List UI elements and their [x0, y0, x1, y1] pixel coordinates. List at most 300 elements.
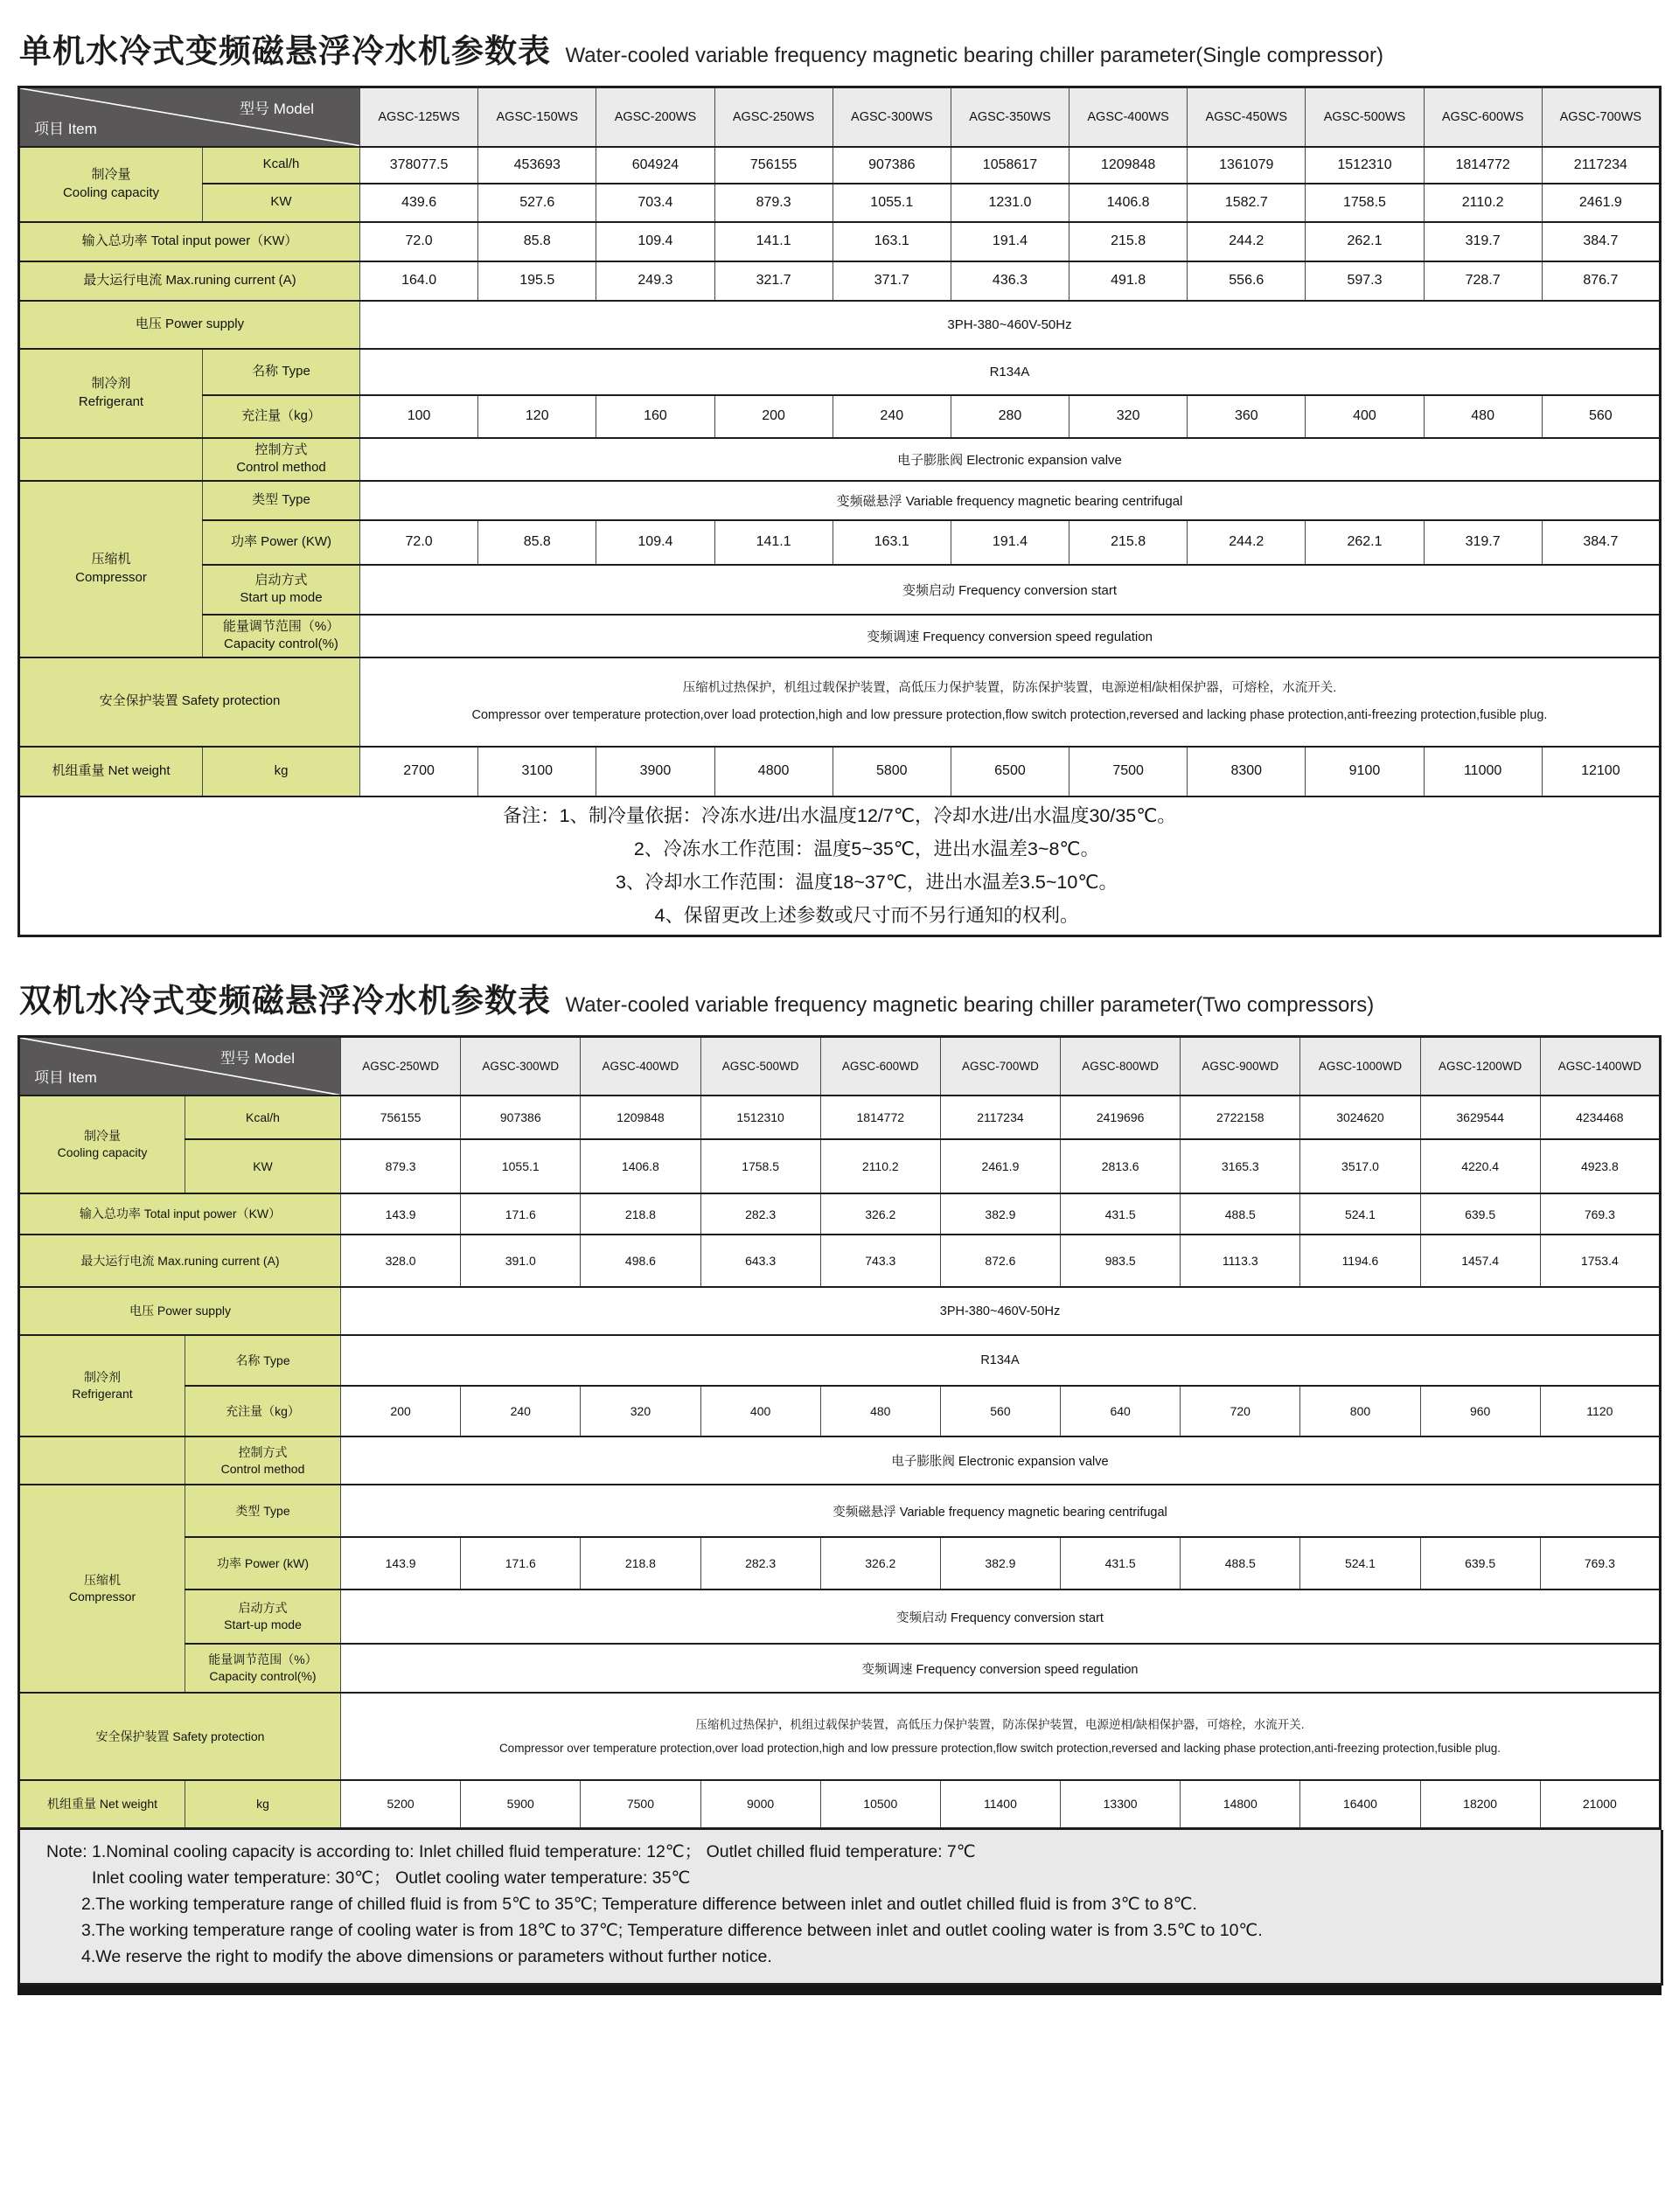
max-current-label: 最大运行电流 Max.runing current (A) — [19, 261, 360, 301]
value-cell: 382.9 — [940, 1193, 1060, 1235]
value-cell: 640 — [1061, 1386, 1181, 1436]
value-cell: 876.7 — [1542, 261, 1660, 301]
value-cell: 1582.7 — [1188, 184, 1306, 222]
value-cell: 1055.1 — [833, 184, 951, 222]
value-cell: 488.5 — [1181, 1537, 1300, 1589]
value-cell: 800 — [1300, 1386, 1420, 1436]
value-cell: 560 — [1542, 395, 1660, 438]
table1-compressor-type-row — [19, 481, 1661, 520]
value-cell: 1814772 — [1424, 147, 1542, 184]
table2-startup-row — [19, 1589, 1661, 1644]
value-cell: 872.6 — [940, 1235, 1060, 1287]
table1-input-power-row — [19, 222, 1661, 261]
value-cell: 100 — [360, 395, 478, 438]
cooling-capacity-label — [19, 147, 203, 222]
startup-mode-label-zh: 启动方式 — [238, 1601, 288, 1616]
value-cell: 756155 — [341, 1096, 461, 1139]
refrigerant-label-en: Refrigerant — [72, 1387, 133, 1402]
startup-mode-label-en: Start-up mode — [224, 1617, 302, 1632]
value-cell: 4800 — [714, 747, 833, 796]
value-cell: 498.6 — [581, 1235, 700, 1287]
value-cell: 720 — [1181, 1386, 1300, 1436]
compressor-label — [19, 1485, 185, 1693]
table1-control-method-row — [19, 438, 1661, 481]
table1-max-current-row — [19, 261, 1661, 301]
value-cell: 85.8 — [478, 520, 596, 565]
kcal-label: Kcal/h — [203, 147, 360, 184]
bottom-note-line: Inlet cooling water temperature: 30℃； Outlet cooling water temperature: 35℃ — [92, 1868, 691, 1888]
kcal-label: Kcal/h — [185, 1096, 341, 1139]
capacity-control-label-zh: 能量调节范围（%） — [222, 618, 340, 634]
safety-protection-en: Compressor over temperature protection,over load protection,high and low pressure protection,flow switch protection,reversed and lacking phase protection,anti-freezing protection,fusible plug. — [498, 1742, 1501, 1756]
value-cell: 3100 — [478, 747, 596, 796]
max-current-label: 最大运行电流 Max.runing current (A) — [19, 1235, 341, 1287]
table1-compressor-power-row — [19, 520, 1661, 565]
value-cell: 431.5 — [1061, 1193, 1181, 1235]
refrigerant-type-label: 名称 Type — [185, 1335, 341, 1386]
table1-net-weight-row — [19, 747, 1661, 796]
value-cell: 488.5 — [1181, 1193, 1300, 1235]
capacity-control-label — [203, 615, 360, 657]
startup-mode-label — [185, 1589, 341, 1644]
control-method-label — [185, 1436, 341, 1485]
value-cell: 879.3 — [714, 184, 833, 222]
value-cell: 2461.9 — [940, 1139, 1060, 1193]
bottom-notes — [17, 1830, 1663, 1986]
value-cell: 262.1 — [1306, 520, 1424, 565]
capacity-control-value: 变频调速 Frequency conversion speed regulation — [341, 1644, 1661, 1693]
value-cell: 262.1 — [1306, 222, 1424, 261]
compressor-power-label: 功率 Power (KW) — [203, 520, 360, 565]
value-cell: 453693 — [478, 147, 596, 184]
value-cell: 240 — [461, 1386, 581, 1436]
table2-control-method-row — [19, 1436, 1661, 1485]
control-method-label-en: Control method — [236, 460, 326, 475]
charge-label: 充注量（kg） — [203, 395, 360, 438]
value-cell: 141.1 — [714, 520, 833, 565]
kw-label: KW — [203, 184, 360, 222]
table1-title-en: Water-cooled variable frequency magnetic bearing chiller parameter(Single compressor) — [565, 44, 1383, 67]
value-cell: 2722158 — [1181, 1096, 1300, 1139]
model-header-cell: AGSC-400WS — [1069, 87, 1188, 147]
value-cell: 2110.2 — [1424, 184, 1542, 222]
value-cell: 1055.1 — [461, 1139, 581, 1193]
value-cell: 2813.6 — [1061, 1139, 1181, 1193]
value-cell: 163.1 — [833, 520, 951, 565]
compressor-label-en: Compressor — [68, 1589, 136, 1604]
value-cell: 319.7 — [1424, 520, 1542, 565]
capacity-control-label-en: Capacity control(%) — [209, 1669, 317, 1684]
value-cell: 321.7 — [714, 261, 833, 301]
value-cell: 1457.4 — [1420, 1235, 1540, 1287]
value-cell: 1753.4 — [1540, 1235, 1660, 1287]
value-cell: 215.8 — [1069, 520, 1188, 565]
value-cell: 1120 — [1540, 1386, 1660, 1436]
note-line: 4、保留更改上述参数或尺寸而不另行通知的权利。 — [654, 905, 1079, 927]
table2-title — [19, 974, 1662, 1021]
capacity-control-label-zh: 能量调节范围（%） — [208, 1652, 317, 1667]
refrigerant-label-zh: 制冷剂 — [84, 1370, 121, 1385]
value-cell: 480 — [1424, 395, 1542, 438]
model-header-cell: AGSC-600WS — [1424, 87, 1542, 147]
value-cell: 11400 — [940, 1780, 1060, 1828]
compressor-label — [19, 481, 203, 657]
model-header-cell: AGSC-700WD — [940, 1036, 1060, 1096]
table2-title-en: Water-cooled variable frequency magnetic bearing chiller parameter(Two compressors) — [565, 992, 1375, 1017]
refrigerant-label-en: Refrigerant — [78, 393, 144, 409]
value-cell: 436.3 — [951, 261, 1069, 301]
value-cell: 384.7 — [1542, 222, 1660, 261]
model-header-cell: AGSC-700WS — [1542, 87, 1660, 147]
table2-title-zh: 双机水冷式变频磁悬浮冷水机参数表 — [19, 982, 551, 1019]
value-cell: 14800 — [1181, 1780, 1300, 1828]
table2-net-weight-row — [19, 1780, 1661, 1828]
cooling-capacity-label-zh: 制冷量 — [84, 1129, 121, 1144]
model-header-cell: AGSC-1400WD — [1540, 1036, 1660, 1096]
value-cell: 4220.4 — [1420, 1139, 1540, 1193]
value-cell: 11000 — [1424, 747, 1542, 796]
refrigerant-label — [19, 349, 203, 438]
value-cell: 743.3 — [820, 1235, 940, 1287]
value-cell: 320 — [581, 1386, 700, 1436]
value-cell: 703.4 — [596, 184, 714, 222]
safety-protection-label: 安全保护装置 Safety protection — [19, 1693, 341, 1780]
value-cell: 907386 — [461, 1096, 581, 1139]
refrigerant-type-label: 名称 Type — [203, 349, 360, 395]
value-cell: 244.2 — [1188, 222, 1306, 261]
model-header-cell: AGSC-450WS — [1188, 87, 1306, 147]
refrigerant-label — [19, 1335, 185, 1436]
table1-startup-row — [19, 565, 1661, 615]
single-compressor-table — [17, 86, 1662, 937]
model-header-cell: AGSC-600WD — [820, 1036, 940, 1096]
value-cell: 960 — [1420, 1386, 1540, 1436]
value-cell: 200 — [341, 1386, 461, 1436]
capacity-control-value: 变频调速 Frequency conversion speed regulation — [360, 615, 1661, 657]
value-cell: 2419696 — [1061, 1096, 1181, 1139]
table2-compressor-power-row — [19, 1537, 1661, 1589]
value-cell: 282.3 — [700, 1537, 820, 1589]
value-cell: 2110.2 — [820, 1139, 940, 1193]
compressor-label-zh: 压缩机 — [84, 1573, 121, 1588]
power-supply-value: 3PH-380~460V-50Hz — [341, 1287, 1661, 1335]
value-cell: 1194.6 — [1300, 1235, 1420, 1287]
value-cell: 879.3 — [341, 1139, 461, 1193]
value-cell: 1361079 — [1188, 147, 1306, 184]
startup-mode-value: 变频启动 Frequency conversion start — [360, 565, 1661, 615]
control-method-label — [203, 438, 360, 481]
value-cell: 371.7 — [833, 261, 951, 301]
value-cell: 319.7 — [1424, 222, 1542, 261]
safety-protection-label: 安全保护装置 Safety protection — [19, 657, 360, 747]
value-cell: 400 — [1306, 395, 1424, 438]
value-cell: 604924 — [596, 147, 714, 184]
note-line: 2、冷冻水工作范围：温度5~35℃，进出水温差3~8℃。 — [633, 838, 1100, 859]
bottom-black-bar — [17, 1986, 1662, 1995]
value-cell: 728.7 — [1424, 261, 1542, 301]
compressor-type-label: 类型 Type — [203, 481, 360, 520]
value-cell: 1058617 — [951, 147, 1069, 184]
value-cell: 143.9 — [341, 1193, 461, 1235]
value-cell: 218.8 — [581, 1193, 700, 1235]
value-cell: 16400 — [1300, 1780, 1420, 1828]
model-item-header-cell — [19, 1036, 341, 1096]
cooling-capacity-label-en: Cooling capacity — [57, 1145, 148, 1160]
value-cell: 5800 — [833, 747, 951, 796]
value-cell: 21000 — [1540, 1780, 1660, 1828]
value-cell: 3024620 — [1300, 1096, 1420, 1139]
table1-power-supply-row — [19, 301, 1661, 349]
startup-mode-label-en: Start up mode — [240, 590, 323, 605]
table2-header-row — [19, 1036, 1661, 1096]
value-cell: 1209848 — [581, 1096, 700, 1139]
control-method-label-zh: 控制方式 — [254, 442, 308, 457]
cooling-capacity-label-zh: 制冷量 — [91, 167, 131, 183]
safety-protection-en: Compressor over temperature protection,over load protection,high and low pressure protection,flow switch protection,reversed and lacking phase protection,anti-freezing protection,fusible plug. — [471, 707, 1548, 722]
input-power-label: 输入总功率 Total input power（KW） — [19, 222, 360, 261]
refrigerant-type-value: R134A — [360, 349, 1661, 395]
compressor-label-zh: 压缩机 — [91, 552, 131, 567]
model-header-cell: AGSC-1200WD — [1420, 1036, 1540, 1096]
value-cell: 191.4 — [951, 520, 1069, 565]
capacity-control-label — [185, 1644, 341, 1693]
power-supply-label: 电压 Power supply — [19, 301, 360, 349]
value-cell: 328.0 — [341, 1235, 461, 1287]
control-method-label-en: Control method — [220, 1461, 305, 1476]
table1-kw-row — [19, 184, 1661, 222]
value-cell: 2700 — [360, 747, 478, 796]
value-cell: 2117234 — [1542, 147, 1660, 184]
value-cell: 7500 — [1069, 747, 1188, 796]
value-cell: 1758.5 — [1306, 184, 1424, 222]
value-cell: 907386 — [833, 147, 951, 184]
table1-notes-row — [19, 796, 1661, 936]
value-cell: 382.9 — [940, 1537, 1060, 1589]
value-cell: 163.1 — [833, 222, 951, 261]
model-header-cell: AGSC-1000WD — [1300, 1036, 1420, 1096]
model-header-cell: AGSC-125WS — [360, 87, 478, 147]
value-cell: 597.3 — [1306, 261, 1424, 301]
model-header-cell: AGSC-250WD — [341, 1036, 461, 1096]
value-cell: 3517.0 — [1300, 1139, 1420, 1193]
model-header-cell: AGSC-250WS — [714, 87, 833, 147]
value-cell: 560 — [940, 1386, 1060, 1436]
value-cell: 218.8 — [581, 1537, 700, 1589]
value-cell: 141.1 — [714, 222, 833, 261]
value-cell: 1406.8 — [581, 1139, 700, 1193]
value-cell: 164.0 — [360, 261, 478, 301]
item-header-label: 项目 Item — [34, 120, 97, 137]
input-power-label: 输入总功率 Total input power（KW） — [19, 1193, 341, 1235]
control-method-label-zh: 控制方式 — [238, 1444, 288, 1459]
power-supply-label: 电压 Power supply — [19, 1287, 341, 1335]
value-cell: 527.6 — [478, 184, 596, 222]
value-cell: 5200 — [341, 1780, 461, 1828]
table1-charge-row — [19, 395, 1661, 438]
value-cell: 85.8 — [478, 222, 596, 261]
power-supply-value: 3PH-380~460V-50Hz — [360, 301, 1661, 349]
capacity-control-label-en: Capacity control(%) — [224, 636, 338, 651]
refrigerant-label-zh: 制冷剂 — [91, 376, 131, 392]
value-cell: 171.6 — [461, 1537, 581, 1589]
value-cell: 18200 — [1420, 1780, 1540, 1828]
value-cell: 3165.3 — [1181, 1139, 1300, 1193]
value-cell: 756155 — [714, 147, 833, 184]
value-cell: 524.1 — [1300, 1193, 1420, 1235]
net-weight-label: 机组重量 Net weight — [19, 747, 203, 796]
value-cell: 2117234 — [940, 1096, 1060, 1139]
value-cell: 378077.5 — [360, 147, 478, 184]
startup-mode-label-zh: 启动方式 — [254, 572, 308, 588]
compressor-type-label: 类型 Type — [185, 1485, 341, 1537]
note-line: 备注：1、制冷量依据：冷冻水进/出水温度12/7℃，冷却水进/出水温度30/35℃。 — [503, 804, 1176, 826]
bottom-note-line: Note: 1.Nominal cooling capacity is according to: Inlet chilled fluid temperature: 12℃； Outlet chilled fluid temperature: 7℃ — [46, 1841, 976, 1861]
value-cell: 1512310 — [700, 1096, 820, 1139]
refrigerant-type-value: R134A — [341, 1335, 1661, 1386]
table1-capacity-control-row — [19, 615, 1661, 657]
model-header-label: 型号 Model — [219, 1049, 295, 1067]
table1-kcal-row — [19, 147, 1661, 184]
value-cell: 3900 — [596, 747, 714, 796]
item-header-label: 项目 Item — [34, 1069, 97, 1087]
table1-safety-row — [19, 657, 1661, 747]
model-header-cell: AGSC-300WD — [461, 1036, 581, 1096]
value-cell: 249.3 — [596, 261, 714, 301]
value-cell: 9100 — [1306, 747, 1424, 796]
value-cell: 1406.8 — [1069, 184, 1188, 222]
bottom-note-line: 4.We reserve the right to modify the above dimensions or parameters without further notice. — [81, 1947, 772, 1967]
table1-notes — [19, 796, 1661, 936]
value-cell: 439.6 — [360, 184, 478, 222]
compressor-type-value: 变频磁悬浮 Variable frequency magnetic bearing centrifugal — [360, 481, 1661, 520]
value-cell: 480 — [820, 1386, 940, 1436]
value-cell: 320 — [1069, 395, 1188, 438]
startup-mode-label — [203, 565, 360, 615]
value-cell: 160 — [596, 395, 714, 438]
value-cell: 639.5 — [1420, 1193, 1540, 1235]
safety-protection-zh: 压缩机过热保护，机组过载保护装置，高低压力保护装置，防冻保护装置，电源逆相/缺相保护器，可熔栓，水流开关. — [682, 681, 1337, 696]
value-cell: 109.4 — [596, 520, 714, 565]
value-cell: 4923.8 — [1540, 1139, 1660, 1193]
model-header-cell: AGSC-300WS — [833, 87, 951, 147]
value-cell: 1814772 — [820, 1096, 940, 1139]
compressor-power-label: 功率 Power (kW) — [185, 1537, 341, 1589]
value-cell: 8300 — [1188, 747, 1306, 796]
table1-header-row — [19, 87, 1661, 147]
value-cell: 556.6 — [1188, 261, 1306, 301]
value-cell: 143.9 — [341, 1537, 461, 1589]
value-cell: 1512310 — [1306, 147, 1424, 184]
safety-protection-value — [341, 1693, 1661, 1780]
table1-title — [19, 24, 1662, 72]
bottom-note-line: 3.The working temperature range of cooling water is from 18℃ to 37℃; Temperature difference between inlet and outlet cooling water is from 3.5℃ to 10℃. — [81, 1921, 1263, 1941]
note-line: 3、冷却水工作范围：温度18~37℃，进出水温差3.5~10℃。 — [616, 872, 1118, 894]
safety-protection-value — [360, 657, 1661, 747]
value-cell: 384.7 — [1542, 520, 1660, 565]
control-method-value: 电子膨胀阀 Electronic expansion valve — [341, 1436, 1661, 1485]
model-header-cell: AGSC-200WS — [596, 87, 714, 147]
model-header-cell: AGSC-350WS — [951, 87, 1069, 147]
table2-charge-row — [19, 1386, 1661, 1436]
cooling-capacity-label — [19, 1096, 185, 1193]
model-header-cell: AGSC-150WS — [478, 87, 596, 147]
value-cell: 391.0 — [461, 1235, 581, 1287]
value-cell: 9000 — [700, 1780, 820, 1828]
value-cell: 200 — [714, 395, 833, 438]
value-cell: 6500 — [951, 747, 1069, 796]
value-cell: 3629544 — [1420, 1096, 1540, 1139]
value-cell: 769.3 — [1540, 1193, 1660, 1235]
value-cell: 10500 — [820, 1780, 940, 1828]
value-cell: 643.3 — [700, 1235, 820, 1287]
value-cell: 5900 — [461, 1780, 581, 1828]
table2-safety-row — [19, 1693, 1661, 1780]
value-cell: 13300 — [1061, 1780, 1181, 1828]
value-cell: 2461.9 — [1542, 184, 1660, 222]
bottom-note-line: 2.The working temperature range of chilled fluid is from 5℃ to 35℃; Temperature difference between inlet and outlet chilled fluid is from 3℃ to 8℃. — [81, 1895, 1197, 1914]
model-header-cell: AGSC-800WD — [1061, 1036, 1181, 1096]
table2-power-supply-row — [19, 1287, 1661, 1335]
value-cell: 1113.3 — [1181, 1235, 1300, 1287]
cooling-capacity-label-en: Cooling capacity — [62, 184, 160, 200]
kw-label: KW — [185, 1139, 341, 1193]
table2-max-current-row — [19, 1235, 1661, 1287]
value-cell: 4234468 — [1540, 1096, 1660, 1139]
startup-mode-value: 变频启动 Frequency conversion start — [341, 1589, 1661, 1644]
table1-title-zh: 单机水冷式变频磁悬浮冷水机参数表 — [19, 33, 551, 69]
table1-refrigerant-type-row — [19, 349, 1661, 395]
value-cell: 7500 — [581, 1780, 700, 1828]
value-cell: 240 — [833, 395, 951, 438]
value-cell: 280 — [951, 395, 1069, 438]
value-cell: 1758.5 — [700, 1139, 820, 1193]
value-cell: 12100 — [1542, 747, 1660, 796]
value-cell: 491.8 — [1069, 261, 1188, 301]
value-cell: 326.2 — [820, 1537, 940, 1589]
value-cell: 639.5 — [1420, 1537, 1540, 1589]
model-header-cell: AGSC-500WD — [700, 1036, 820, 1096]
model-item-header-cell — [19, 87, 360, 147]
value-cell: 360 — [1188, 395, 1306, 438]
value-cell: 400 — [700, 1386, 820, 1436]
value-cell: 326.2 — [820, 1193, 940, 1235]
model-header-label: 型号 Model — [239, 101, 314, 117]
value-cell: 120 — [478, 395, 596, 438]
model-header-cell: AGSC-400WD — [581, 1036, 700, 1096]
compressor-label-en: Compressor — [75, 569, 147, 585]
value-cell: 983.5 — [1061, 1235, 1181, 1287]
table2-kw-row — [19, 1139, 1661, 1193]
value-cell: 282.3 — [700, 1193, 820, 1235]
control-method-value: 电子膨胀阀 Electronic expansion valve — [360, 438, 1661, 481]
net-weight-unit: kg — [203, 747, 360, 796]
table2-capacity-control-row — [19, 1644, 1661, 1693]
net-weight-unit: kg — [185, 1780, 341, 1828]
net-weight-label: 机组重量 Net weight — [19, 1780, 185, 1828]
value-cell: 769.3 — [1540, 1537, 1660, 1589]
value-cell: 72.0 — [360, 222, 478, 261]
value-cell: 431.5 — [1061, 1537, 1181, 1589]
compressor-type-value: 变频磁悬浮 Variable frequency magnetic bearing centrifugal — [341, 1485, 1661, 1537]
value-cell: 171.6 — [461, 1193, 581, 1235]
value-cell: 524.1 — [1300, 1537, 1420, 1589]
control-method-spacer-cell — [19, 438, 203, 481]
charge-label: 充注量（kg） — [185, 1386, 341, 1436]
value-cell: 244.2 — [1188, 520, 1306, 565]
model-header-cell: AGSC-500WS — [1306, 87, 1424, 147]
two-compressor-table — [17, 1035, 1662, 1830]
value-cell: 195.5 — [478, 261, 596, 301]
